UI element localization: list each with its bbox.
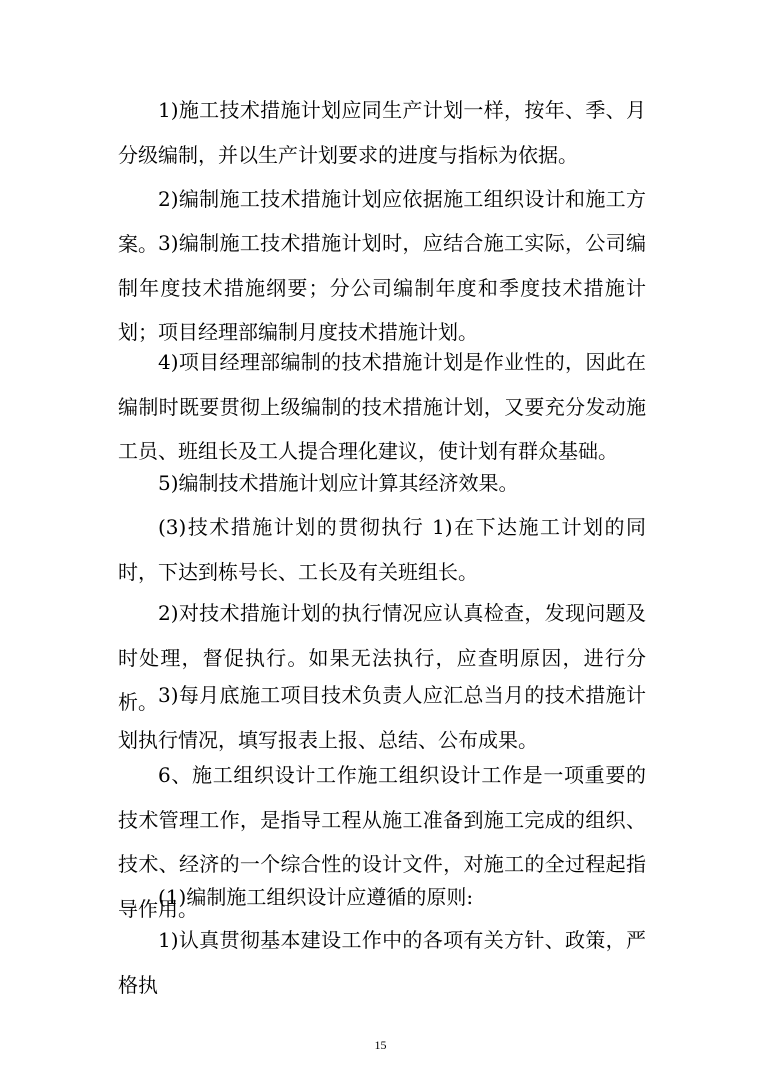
- paragraph-1: 1)施工技术措施计划应同生产计划一样，按年、季、月分级编制，并以生产计划要求的进度与指标为依据。: [118, 98, 646, 167]
- paragraph-3: 3)编制施工技术措施计划时，应结合施工实际，公司编制年度技术措施纲要；分公司编制年度和季度技术措施计划；项目经理部编制月度技术措施计划。: [118, 231, 646, 344]
- paragraph-5: 5)编制技术措施计划应计算其经济效果。: [158, 471, 519, 495]
- paragraph-6: (3)技术措施计划的贯彻执行 1)在下达施工计划的同时，下达到栋号长、工长及有关班组长。: [118, 515, 646, 584]
- paragraph-8: 3)每月底施工项目技术负责人应汇总当月的技术措施计划执行情况，填写报表上报、总结、公布成果。: [118, 683, 646, 752]
- paragraph-11: 1)认真贯彻基本建设工作中的各项有关方针、政策，严格执: [118, 928, 646, 997]
- paragraph-4: 4)项目经理部编制的技术措施计划是作业性的，因此在编制时既要贯彻上级编制的技术措施计划，又要充分发动施工员、班组长及工人提合理化建议，使计划有群众基础。: [118, 350, 646, 463]
- paragraph-9: 6、施工组织设计工作施工组织设计工作是一项重要的技术管理工作，是指导工程从施工准备到施工完成的组织、技术、经济的一个综合性的设计文件，对施工的全过程起指导作用。: [118, 763, 646, 921]
- paragraph-2: 2)编制施工技术措施计划应依据施工组织设计和施工方案。: [118, 187, 646, 256]
- paragraph-10: (1)编制施工组织设计应遵循的原则:: [158, 885, 474, 909]
- paragraph-7: 2)对技术措施计划的执行情况应认真检查，发现问题及时处理，督促执行。如果无法执行，应查明原因，进行分析。: [118, 601, 646, 714]
- page-number: 15: [374, 1038, 387, 1052]
